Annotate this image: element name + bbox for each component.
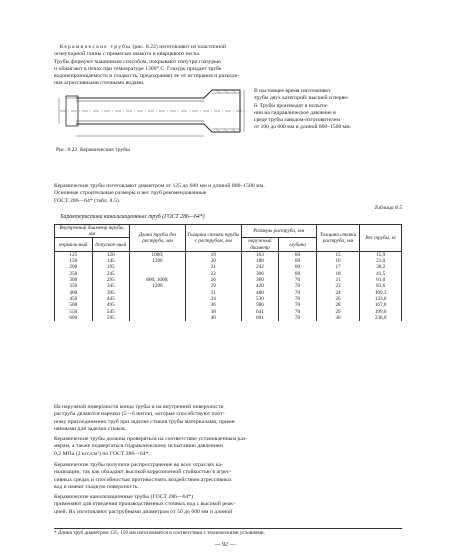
cell-depth: 60 (279, 251, 317, 258)
table-body (55, 251, 402, 321)
right-line-5: среде трубы заводом-изготовителем (254, 117, 340, 124)
paragraph-5 (54, 462, 402, 491)
cell-wall: 21 (185, 264, 241, 270)
para6-line-2: применяют для отведения производственных сточных вод с высокой реак- (54, 501, 235, 508)
cell-nominal: 400 (55, 290, 93, 296)
para4-line-1: Керамические трубы должны проверяться на соответствие установленным раз- (54, 436, 248, 442)
cell-wall: 22 (185, 271, 241, 277)
cell-weight: 21,0 (360, 258, 402, 264)
right-line-4: нии на гидравлическое давление в (254, 109, 336, 116)
cell-weight: 167,0 (360, 302, 402, 308)
header-length: Длина трубы без раструба, мм (130, 225, 186, 252)
right-line-6: от 100 до 600 мм и длиной 800–1500 мм. (254, 124, 352, 131)
pipe-drawing (54, 80, 252, 142)
footnote: * Длина труб диаметром 125, 150 мм изготовляется в соответствии с техническими условиями. (54, 528, 402, 536)
cell-allowed: 545 (92, 308, 130, 314)
cell-weight: 236,0 (360, 315, 402, 321)
cell-allowed: 345 (92, 283, 130, 289)
cell-outer-diameter: 691 (241, 315, 279, 321)
header-inner-diameter: Внутренний диаметр трубы, мм (55, 225, 130, 238)
cell-allowed: 295 (92, 277, 130, 283)
cell-wall: 20 (185, 258, 241, 264)
header-weight: Вес трубы, кг (360, 225, 402, 252)
para4-line-3: 0,2 МПа (2 кгс/см²) по ГОСТ 286—64*. (54, 450, 150, 457)
cell-length: 1200 (130, 258, 186, 264)
cell-allowed: 495 (92, 302, 130, 308)
paragraph-2 (54, 183, 402, 205)
cell-outer-diameter: 586 (241, 302, 279, 308)
para3-line-4: няемыми для заделки стыков. (54, 425, 127, 432)
para2-line-1: Керамические трубы изготовляют диаметром от 125 до 600 мм и длиной 800–1500 мм. (54, 183, 265, 189)
cell-depth: 70 (279, 308, 317, 314)
cell-socket-wall: 29 (316, 308, 360, 314)
cell-depth: 60 (279, 258, 317, 264)
cell-weight: 30,2 (360, 264, 402, 270)
cell-wall: 29 (185, 283, 241, 289)
cell-wall: 26 (185, 277, 241, 283)
para5-line-2: нализации, так как обладают высокой коррозионной стойкостью в агрес- (54, 469, 232, 476)
cell-length: 1200 (130, 283, 186, 289)
cell-wall: 34 (185, 296, 241, 302)
figure-caption: Рис. 8.22. Керамические трубы (56, 147, 130, 153)
cell-weight: 41,5 (360, 271, 402, 277)
intro-line-5: водонепроницаемость и гладкость, предохраняет ее от истирания и разъеде- (54, 73, 240, 80)
header-socket: Размеры раструба, мм (241, 225, 316, 238)
table-row (55, 251, 402, 258)
cell-outer-diameter: 242 (241, 264, 279, 270)
intro-line-6: ния агрессивными сточными водами. (54, 80, 145, 87)
header-allowed: допускае-мый (92, 238, 130, 251)
table-title: Характеристика канализационных труб (ГОСТ 286—64*) (60, 214, 205, 220)
para4-line-2: мерам, а также подвергаться гидравлическому испытанию давлением (54, 443, 224, 450)
page-number: — 92 — (214, 542, 236, 548)
cell-allowed: 595 (92, 315, 130, 321)
cell-socket-wall: 30 (316, 315, 360, 321)
cell-nominal: 550 (55, 308, 93, 314)
intro-heading: Керамические трубы (59, 44, 132, 50)
cell-outer-diameter: 188 (241, 258, 279, 264)
para2-line-3: ГОСТ 286—64* (табл. 8.5). (54, 197, 121, 204)
intro-line-4: и обжигают в печах при температуре 1300° С. Глазурь придает трубе (54, 65, 222, 72)
cell-outer-diameter: 480 (241, 290, 279, 296)
cell-nominal: 300 (55, 277, 93, 283)
right-column-text (254, 88, 402, 132)
cell-allowed: 395 (92, 290, 130, 296)
para2-line-2: Основные строительные размеры и вес труб рекомендованные (54, 190, 207, 197)
cell-allowed: 445 (92, 296, 130, 302)
table-row (55, 315, 402, 321)
intro-line-3: Трубы формуют машинным способом, покрывают изнутри глазурью (54, 58, 222, 65)
cell-weight: 83,6 (360, 283, 402, 289)
cell-depth: 60 (279, 271, 317, 277)
paragraph-3 (54, 404, 402, 433)
header-socket-wall: Толщина стенки раструба, мм (316, 225, 360, 252)
right-line-1: В настоящее время изготовляют (254, 88, 331, 94)
cell-wall: 36 (185, 302, 241, 308)
cell-nominal: 150 (55, 258, 93, 264)
cell-wall: 31 (185, 290, 241, 296)
cell-nominal: 350 (55, 283, 93, 289)
cell-outer-diameter: 641 (241, 308, 279, 314)
cell-outer-diameter: 530 (241, 296, 279, 302)
cell-depth: 70 (279, 315, 317, 321)
cell-length: 800; 1000; (130, 277, 186, 283)
cell-socket-wall: 18 (316, 271, 360, 277)
cell-allowed: 195 (92, 264, 130, 270)
cell-wall: 19 (185, 251, 241, 258)
cell-weight: 61,0 (360, 277, 402, 283)
cell-socket-wall: 21 (316, 277, 360, 283)
para5-line-4: вод и имеют гладкую поверхность. (54, 483, 139, 490)
cell-wall: 40 (185, 315, 241, 321)
cell-outer-diameter: 360 (241, 277, 279, 283)
para6-line-3: цией. Их изготовляют раструбными диаметром от 50 до 600 мм и длиной (54, 508, 233, 515)
cell-nominal: 600 (55, 315, 93, 321)
header-wall: Толщина стенки трубы с раструбом, мм (185, 225, 241, 252)
pipe-table (54, 224, 402, 321)
cell-socket-wall: 24 (316, 290, 360, 296)
cell-weight: 133,6 (360, 296, 402, 302)
cell-weight: 15,9 (360, 251, 402, 258)
header-nominal: нормаль-ный (55, 238, 93, 251)
cell-nominal: 450 (55, 296, 93, 302)
cell-outer-diameter: 306 (241, 271, 279, 277)
header-depth: глубина (279, 238, 317, 251)
cell-socket-wall: 16 (316, 258, 360, 264)
cell-nominal: 200 (55, 264, 93, 270)
cell-nominal: 125 (55, 251, 93, 258)
cell-allowed: 120 (92, 251, 130, 258)
paragraph-4 (54, 436, 402, 458)
para5-line-3: сивных средах и способностью противостоять воздействию агрессивных (54, 476, 232, 483)
intro-line-2: огнеупорной глины с примесью шамота и кварцевого песка. (54, 51, 201, 58)
para6-line-1: Керамические канализационные трубы (ГОСТ 286—64*) (54, 494, 194, 500)
table-label: Таблица 8.5 (374, 205, 402, 211)
cell-socket-wall: 15 (316, 251, 360, 258)
cell-weight: 199,0 (360, 308, 402, 314)
cell-depth: 70 (279, 290, 317, 296)
cell-length (130, 315, 186, 321)
para5-line-1: Керамические трубы получили распространение во всех отраслях ка- (54, 462, 223, 468)
cell-socket-wall: 28 (316, 302, 360, 308)
pipe-figure (54, 80, 252, 142)
cell-wall: 38 (185, 308, 241, 314)
cell-socket-wall: 23 (316, 283, 360, 289)
header-outer-diameter: наружный диаметр (241, 238, 279, 251)
intro-line-1: Керамические трубы (рис. 8.22) изготовляют из пластичной (59, 44, 226, 50)
cell-socket-wall: 26 (316, 296, 360, 302)
cell-socket-wall: 17 (316, 264, 360, 270)
cell-depth: 60 (279, 264, 317, 270)
cell-depth: 70 (279, 277, 317, 283)
para3-line-3: ному присоединению труб при заделке стыков трубы материалами, приме- (54, 418, 237, 425)
cell-nominal: 500 (55, 302, 93, 308)
cell-allowed: 145 (92, 258, 130, 264)
cell-outer-diameter: 163 (241, 251, 279, 258)
cell-allowed: 245 (92, 271, 130, 277)
cell-depth: 70 (279, 296, 317, 302)
right-line-3: й. Трубы производят в испыта- (254, 102, 328, 109)
cell-nominal: 250 (55, 271, 93, 277)
cell-depth: 70 (279, 302, 317, 308)
paragraph-6 (54, 494, 402, 516)
right-line-2: трубы двух категорий: высшей и перво- (254, 95, 349, 102)
cell-length: 1000; (130, 251, 186, 258)
cell-outer-diameter: 420 (241, 283, 279, 289)
para3-line-2: раструба делаются нарезки (5—6 ниток), которые способствуют плот- (54, 411, 225, 418)
cell-weight: 109,3 (360, 290, 402, 296)
cell-depth: 70 (279, 283, 317, 289)
para3-line-1: На наружной поверхности конца трубы и на внутренней поверхности (54, 404, 224, 410)
